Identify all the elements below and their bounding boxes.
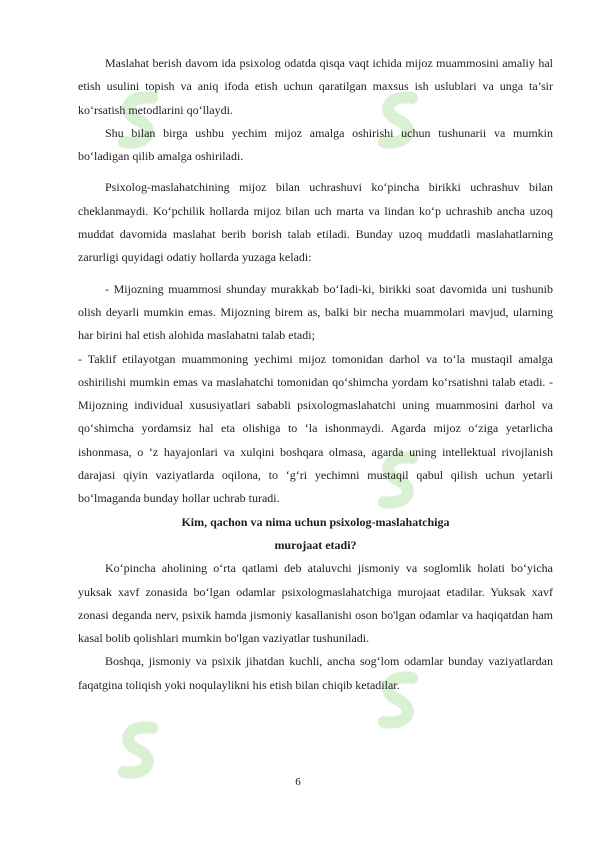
section-heading: murojaat etadi? [274, 537, 357, 552]
watermark-logo-icon [108, 718, 172, 782]
paragraph: Maslahat berish davom ida psixolog odatda qisqa vaqt ichida mijoz muammosini amaliy hal etish usulini topish va aniq ifoda etish uchun qaratilgan maxsus ish uslublari va unga ta’sir ko‘rsatish metodlarini qo‘llaydi. [78, 56, 553, 117]
paragraph: Shu bilan birga ushbu yechim mijoz amalga oshirishi uchun tushunarii va mumkin bo‘ladigan qilib amalga oshiriladi. [78, 125, 553, 164]
watermark [80, 690, 280, 830]
paragraph: Boshqa, jismoniy va psixik jihatdan kuchli, ancha sog‘lom odamlar bunday vaziyatlardan faqatgina toliqish yoki noqulaylikni his etish bilan chiqib ketadilar. [78, 654, 553, 692]
document-page [78, 52, 553, 697]
paragraph: Ko‘pincha aholining o‘rta qatlami deb ataluvchi jismoniy va soglomlik holati bo‘yicha yuksak xavf zonasida bo‘lgan odamlar psixologmaslahatchiga murojaat etadilar. Yuksak xavf zonasi deganda nerv, psixik hamda jismoniy kasallanishi oson bo'lgan odamlar va haqiqatdan ham kasal bolib qolishlari mumkin bo'lgan vaziyatlar tushuniladi. [78, 561, 553, 646]
paragraph: - Taklif etilayotgan muammoning yechimi mijoz tomonidan darhol va to‘la mustaqil amalga oshirilishi mumkin emas va maslahatchi tomonidan qo‘shimcha yordam ko‘rsatishni talab etadi. - Mijozning individual xususiyatlari sababli psixologmaslahatchi uning muammosini darhol va qo‘shimcha yordamsiz hal eta olishiga to ‘la ishonmaydi. Agarda mijoz o‘ziga yetarlicha ishonmasa, o ‘z hayajonlari va xulqini boshqara olmasa, agarda uning intellektual rivojlanish darajasi qiyin vaziyatlarda oqilona, to ‘g‘ri yechimni mustaqil qabul qilish uchun yetarli bo‘lmaganda bunday hollar uchrab turadi. [78, 351, 553, 506]
page-number: 6 [295, 776, 301, 788]
section-heading: Kim, qachon va nima uchun psixolog-maslahatchiga [181, 514, 450, 529]
paragraph: Psixolog-maslahatchining mijoz bilan uchrashuvi ko‘pincha birikki uchrashuv bilan cheklanmaydi. Ko‘pchilik hollarda mijoz bilan uch marta va lindan ko‘p uchrashib ancha uzoq muddat davomida maslahat berib borish talab etiladi. Bunday uzoq muddatli maslahatlarning zarurligi quyidagi odatiy hollarda yuzaga keladi: [78, 180, 553, 265]
paragraph: - Mijozning muammosi shunday murakkab bo‘Iadi-ki, birikki soat davomida uni tushunib olish deyarli mumkin emas. Mijozning birem as, balki bir necha muammolari mavjud, ularning har birini hal etish alohida maslahatni talab etadi; [78, 281, 553, 343]
